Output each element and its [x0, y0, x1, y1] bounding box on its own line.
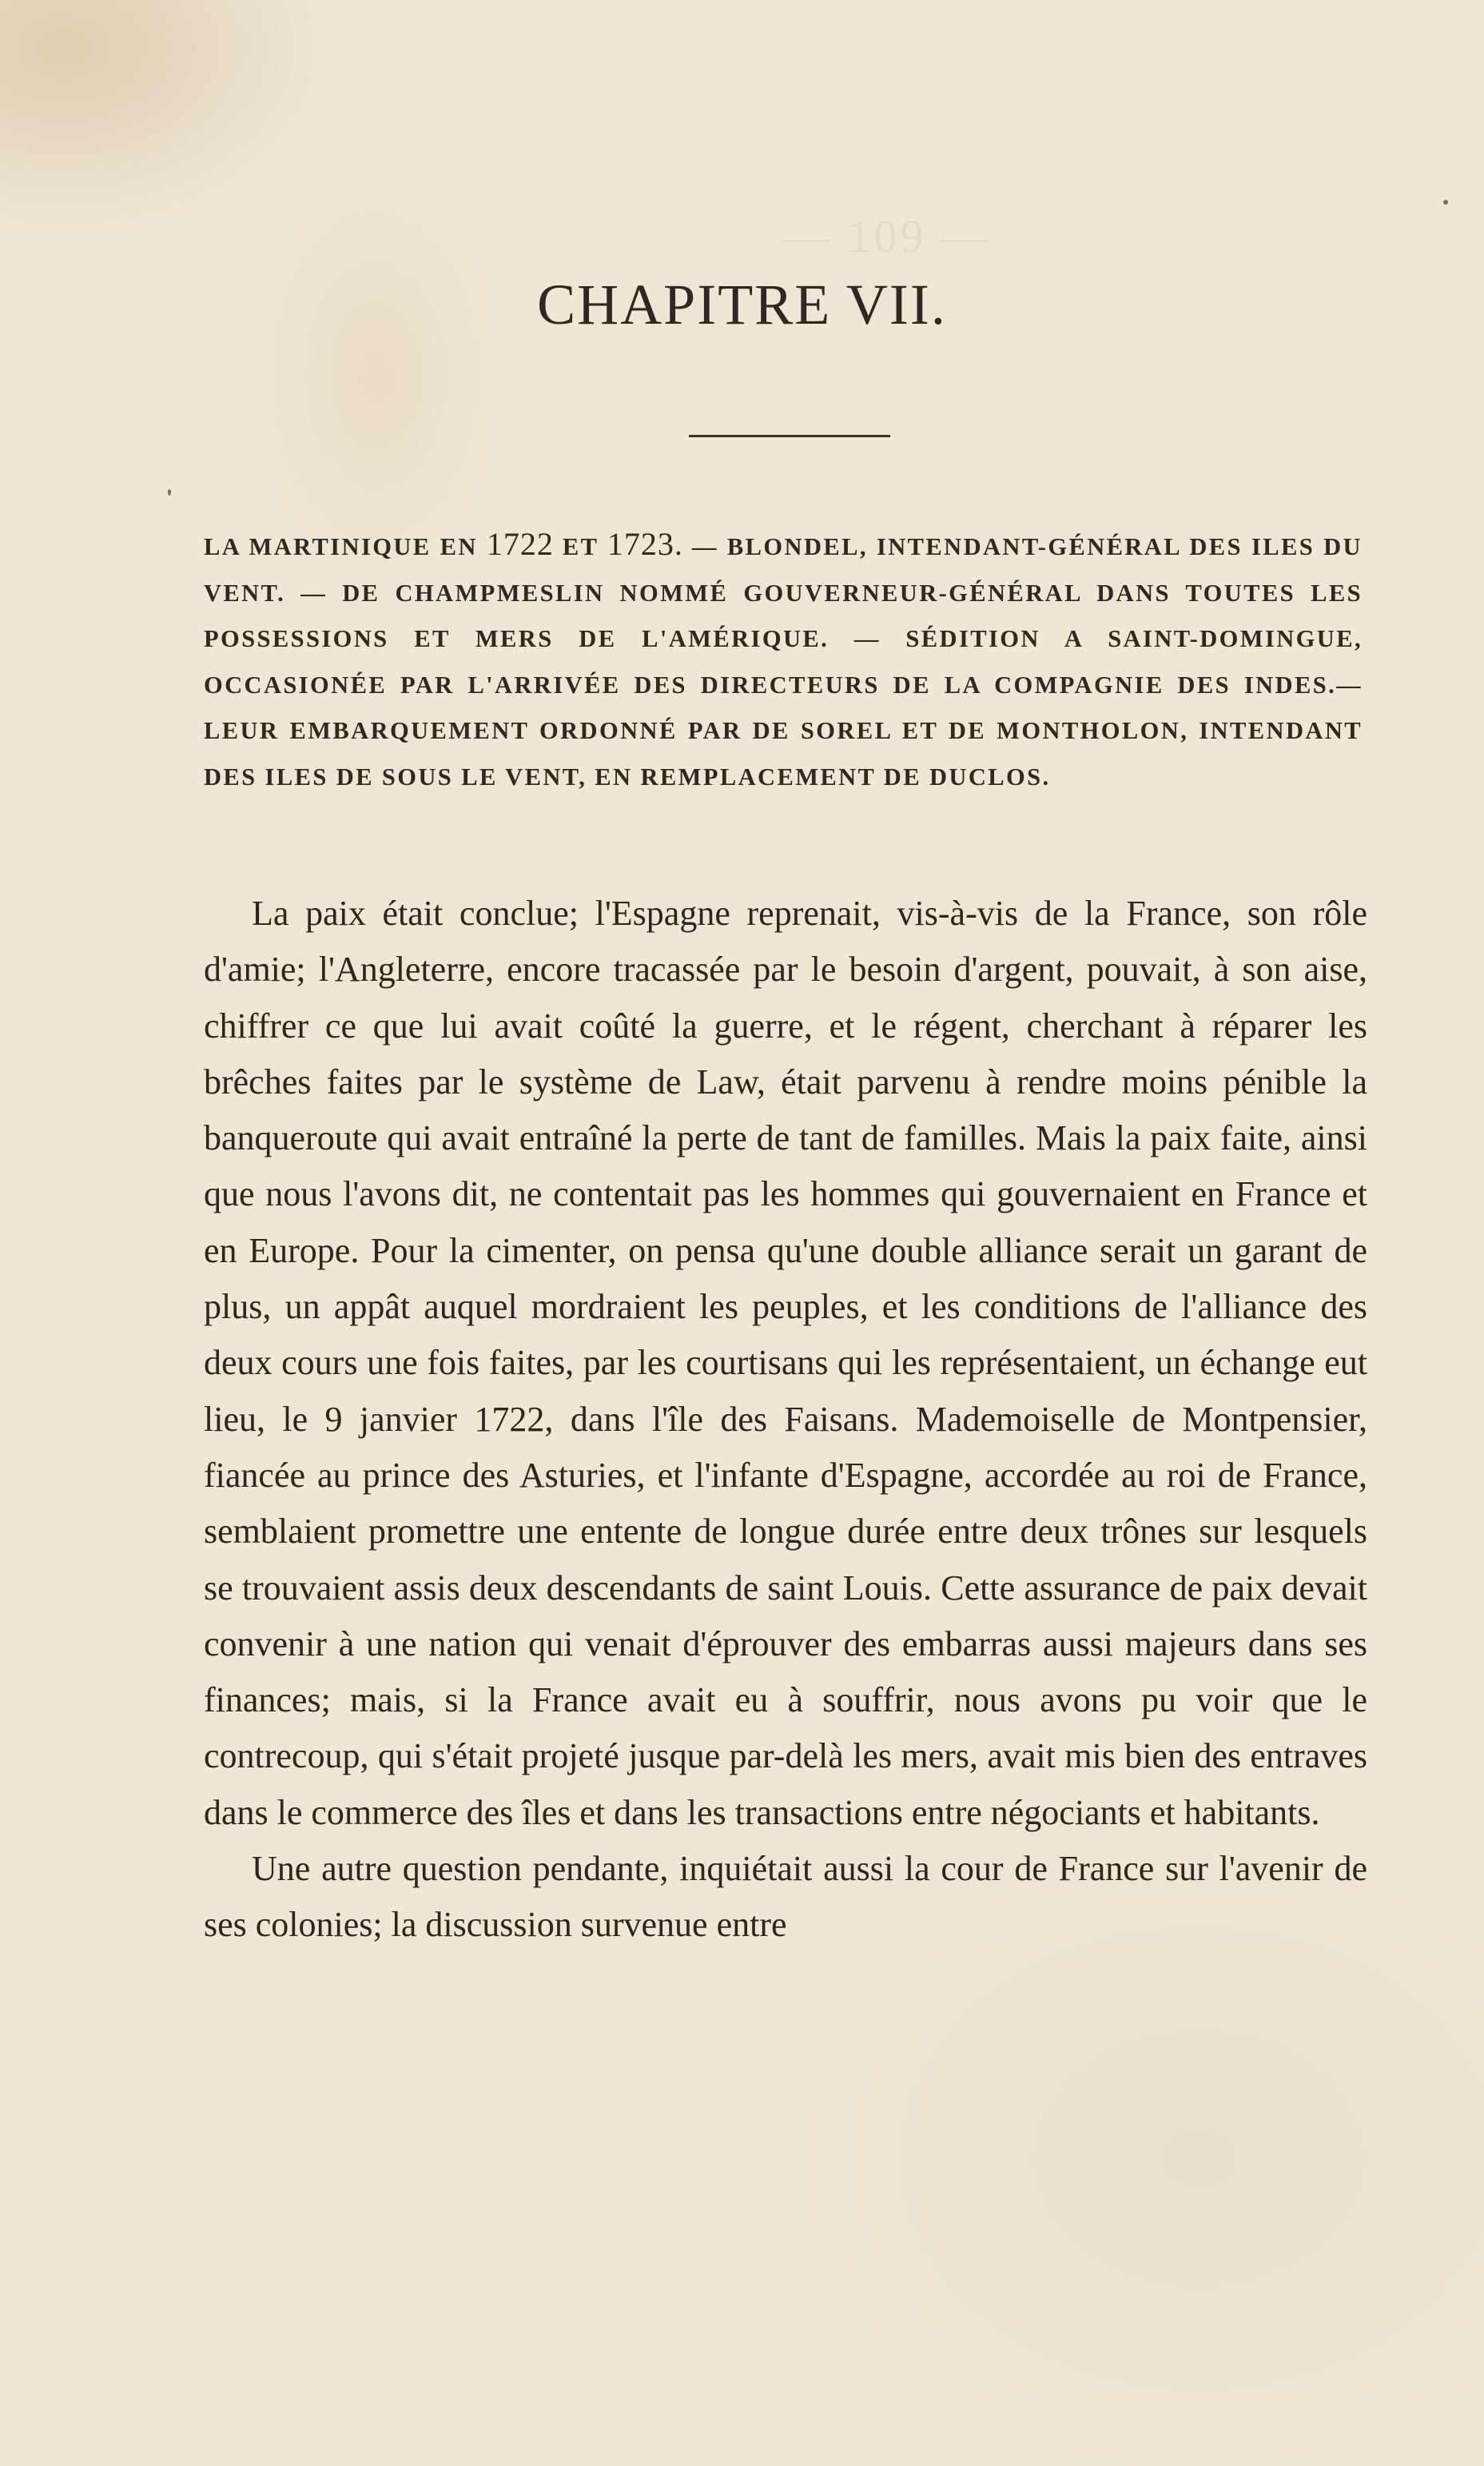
summary-text-2: ET	[553, 533, 607, 560]
title-divider	[689, 435, 890, 437]
summary-year-2: 1723.	[607, 526, 683, 562]
summary-text-1: LA MARTINIQUE EN	[204, 533, 487, 560]
summary-year-1: 1722	[486, 526, 554, 562]
chapter-title: CHAPITRE VII.	[537, 273, 947, 337]
paragraph: La paix était conclue; l'Espagne reprenait, vis-à-vis de la France, son rôle d'amie; l'Angleterre, encore tracassée par le besoin d'argent, pouvait, à son aise, chiffrer ce que lui avait coûté la guerre, et le régent, cherchant à réparer les brêches faites par le système de Law, était parvenu à rendre moins pénible la banqueroute qui avait entraîné la perte de tant de familles. Mais la paix faite, ainsi que nous l'avons dit, ne contentait pas les hommes qui gouvernaient en France et en Europe. Pour la cimenter, on pensa qu'une double alliance serait un garant de plus, un appât auquel mordraient les peuples, et les conditions de l'alliance des deux cours une fois faites, par les courtisans qui les représentaient, un échange eut lieu, le 9 janvier 1722, dans l'île des Faisans. Mademoiselle de Montpensier, fiancée au prince des Asturies, et l'infante d'Espagne, accordée au roi de France, semblaient promettre une entente de longue durée entre deux trônes sur lesquels se trouvaient assis deux descendants de saint Louis. Cette assurance de paix devait convenir à une nation qui venait d'éprouver des embarras aussi majeurs dans ses finances; mais, si la France avait eu à souffrir, nous avons pu voir que le contrecoup, qui s'était projeté jusque par-delà les mers, avait mis bien des entraves dans le commerce des îles et dans les transactions entre négociants et habitants.	[204, 894, 1367, 1832]
paragraph: Une autre question pendante, inquiétait aussi la cour de France sur l'avenir de ses colonies; la discussion survenue entre	[204, 1849, 1367, 1945]
ink-speck	[168, 489, 171, 496]
bleed-through-page-number: — 109 —	[783, 210, 991, 262]
chapter-body	[204, 886, 1367, 1954]
summary-text-3: — BLONDEL, INTENDANT-GÉNÉRAL DES ILES DU VENT. — DE CHAMPMESLIN NOMMÉ GOUVERNEUR-GÉNÉRAL DANS TOUTES LES POSSESSIONS ET MERS DE L'AMÉRIQUE. — SÉDITION A SAINT-DOMINGUE, OCCASIONÉE PAR L'ARRIVÉE DES DIRECTEURS DE LA COMPAGNIE DES INDES.—LEUR EMBARQUEMENT ORDONNÉ PAR DE SOREL ET DE MONTHOLON, INTENDANT DES ILES DE SOUS LE VENT, EN REMPLACEMENT DE DUCLOS.	[204, 533, 1363, 791]
chapter-summary	[204, 521, 1363, 800]
ink-speck	[1443, 200, 1448, 205]
